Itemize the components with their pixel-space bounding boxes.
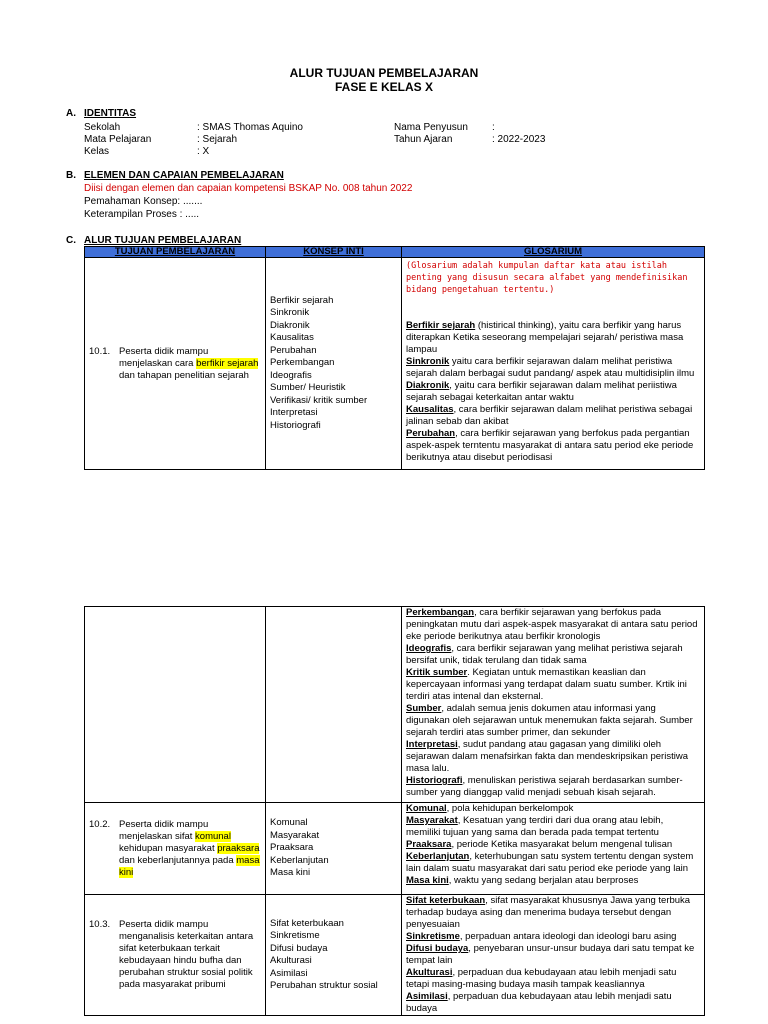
section-c-number: C.: [66, 235, 76, 246]
table-row: [85, 803, 705, 895]
highlighted-term: berfikir sejarah: [196, 357, 259, 369]
concept-understanding: Pemahaman Konsep: .......: [84, 196, 203, 207]
learning-objective-cell: [85, 607, 266, 803]
concept-item: Sinkretisme: [270, 930, 320, 941]
glossary-definition: , cara berfikir sejarawan yang berfokus pada pergantian aspek-aspek terntentu masyarakat di antara satu period eke periode berikutnya atau disebut periodisasi: [406, 428, 694, 463]
objective-text: Peserta didik mampu menganalisis keterkaitan antara sifat keterbukaan terkait kebudayaan hindu bufha dan perubahan struktur sosial politik pada masyarakat pribumi: [119, 919, 254, 990]
glossary-term: Sifat keterbukaan: [406, 895, 486, 906]
glossary-entry: [406, 667, 700, 703]
concept-item: Asimilasi: [270, 967, 308, 979]
glossary-cell: [402, 803, 705, 895]
identity-key-class: Kelas: [84, 146, 110, 157]
glossary-definition: yaitu cara berfikir sejarawan dalam melihat peristiwa sejarah dalam berbagai sudut pandang/ aspek atau multidisiplin ilmu: [406, 356, 695, 379]
glossary-term: Ideografis: [406, 643, 452, 654]
identity-key-year: Tahun Ajaran: [394, 134, 453, 145]
glossary-entry: [406, 803, 700, 815]
concept-item: Komunal: [270, 817, 308, 829]
objective-text: [119, 346, 261, 382]
header-learning-objective: TUJUAN PEMBELAJARAN: [85, 247, 266, 258]
highlighted-term: masa kini: [119, 854, 260, 878]
concept-item: Perubahan: [270, 344, 317, 356]
concept-item: Akulturasi: [270, 955, 312, 966]
glossary-entry: [406, 967, 700, 991]
section-a-number: A.: [66, 108, 76, 119]
learning-objective: [89, 819, 261, 879]
table-row: [85, 895, 705, 1016]
concept-item: Ideografis: [270, 369, 312, 381]
identity-value-class: : X: [197, 146, 210, 157]
core-concept-cell: [266, 607, 402, 803]
glossary-term: Berfikir sejarah: [406, 320, 476, 331]
glossary-definition: , keterhubungan satu system tertentu dengan system lain dalam suatu masyarakat dari satu period eke periode yang lain: [406, 851, 694, 874]
glossary-term: Kausalitas: [406, 404, 454, 415]
concept-item: Masyarakat: [270, 829, 320, 841]
glossary-definition: , penyebaran unsur-unsur budaya dari satu tempat ke tempat lain: [406, 943, 695, 966]
concept-item: Praaksara: [270, 842, 314, 854]
glossary-cell: [402, 258, 705, 470]
concept-item: Perkembangan: [270, 357, 335, 369]
section-a-heading: [66, 108, 136, 119]
identity-key-subject: Mata Pelajaran: [84, 134, 152, 145]
section-c-title: ALUR TUJUAN PEMBELAJARAN: [84, 235, 242, 246]
glossary-definition: , perpaduan dua kebudayaan atau lebih menjadi satu budaya: [406, 991, 672, 1014]
glossary-entry: [406, 404, 700, 428]
glossary-term: Sumber: [406, 703, 442, 714]
glossary-definition: , waktu yang sedang berjalan atau berproses: [448, 875, 639, 886]
glossary-definition: , yaitu cara berfikir sejarawan dalam melihat periistiwa sejarah sebagai keterkaitan antar waktu: [406, 380, 677, 403]
glossary-entry: [406, 839, 700, 851]
document-subtitle: FASE E KELAS X: [334, 80, 434, 94]
glossary-entry: [406, 643, 700, 667]
section-c-heading: [66, 235, 241, 246]
concept-item: Verifikasi/ kritik sumber: [270, 394, 368, 406]
core-concept-list: [266, 895, 402, 1016]
identity-key-school: Sekolah: [84, 122, 121, 133]
glossary-definition: , sifat masyarakat khususnya Jawa yang terbuka terhadap budaya asing dan menerima budaya tersebut dengan penyesuaian: [406, 895, 691, 930]
section-b-note: Diisi dengan elemen dan capaian kompetensi BSKAP No. 008 tahun 2022: [84, 183, 413, 194]
glossary-definition: . Kegiatan untuk memastikan keaslian dan kepercayaan informasi yang terdapat dalam suatu sumber. Krtik ini terdiri atas intenal dan eksternal.: [406, 667, 687, 702]
identity-value-author: :: [492, 122, 495, 133]
header-glossary: GLOSARIUM: [402, 247, 705, 258]
glossary-definition: , menuliskan peristiwa sejarah berdasarkan sumber-sumber yang dianggap valid menjadi sebuah kisah sejarah.: [406, 775, 683, 798]
concept-item: Interpretasi: [270, 407, 318, 419]
glossary-entry: [406, 943, 700, 967]
concept-item: Keberlanjutan: [270, 854, 329, 866]
concept-item: Difusi budaya: [270, 942, 328, 954]
core-concept-list: [266, 258, 402, 470]
concept-item: Kausalitas: [270, 332, 314, 344]
identity-value-subject: : Sejarah: [197, 134, 238, 145]
glossary-definition: , pola kehidupan berkelompok: [446, 803, 574, 814]
core-concept-list: [266, 803, 402, 895]
objective-number: 10.3.: [89, 919, 111, 930]
objective-number: 10.1.: [89, 345, 111, 357]
objective-text-part: dan keberlanjutannya pada: [119, 854, 237, 866]
glossary-cell: [402, 895, 705, 1016]
glossary-term: Difusi budaya: [406, 943, 469, 954]
concept-item: Diakronik: [270, 319, 310, 331]
glossary-entry: [406, 703, 700, 739]
glossary-entry: [406, 320, 700, 356]
learning-objective: [89, 346, 261, 382]
section-b-heading: [66, 170, 284, 181]
document-title: ALUR TUJUAN PEMBELAJARAN: [289, 66, 479, 80]
objective-text: [119, 819, 261, 879]
glossary-entry: [406, 380, 700, 404]
glossary-entry: [406, 775, 700, 799]
glossary-entry: [406, 875, 700, 887]
glossary-term: Perkembangan: [406, 607, 475, 618]
glossary-entry: [406, 991, 700, 1015]
glossary-cell: [402, 607, 705, 803]
highlighted-term: praaksara: [217, 842, 260, 854]
header-core-concept: KONSEP INTI: [266, 247, 402, 258]
learning-path-table-continued: [84, 606, 705, 1016]
learning-path-table: [84, 246, 705, 470]
learning-objective-cell: [85, 895, 266, 1016]
learning-objective-cell: [85, 258, 266, 470]
glossary-term: Akulturasi: [406, 967, 453, 978]
concept-item: Perubahan struktur sosial: [270, 980, 378, 991]
glossary-entry: [406, 895, 700, 931]
glossary-term: Perubahan: [406, 428, 456, 439]
concept-item: Sinkronik: [270, 307, 310, 319]
glossary-entry: [406, 931, 700, 943]
section-a-title: IDENTITAS: [84, 108, 137, 119]
section-b-number: B.: [66, 170, 76, 181]
process-skills: Keterampilan Proses : .....: [84, 209, 200, 220]
concept-item: Berfikir sejarah: [270, 294, 334, 306]
glossary-definition: , cara berfikir sejarawan yang melihat peristiwa sejarah bersifat unik, tidak terulang dan tidak sama: [406, 643, 683, 666]
glossary-term: Diakronik: [406, 380, 450, 391]
glossary-entry: [406, 739, 700, 775]
glossary-entry: [406, 851, 700, 875]
concept-item: Sumber/ Heuristik: [270, 382, 346, 394]
glossary-term: Sinkronik: [406, 356, 450, 367]
glossary-definition: , sudut pandang atau gagasan yang dimiliki oleh sejarawan dalam menafsirkan fakta dan mendeskripsikan peristiwa masa lalu.: [406, 739, 688, 774]
glossary-term: Masyarakat: [406, 815, 458, 826]
glossary-term: Asimilasi: [406, 991, 448, 1002]
glossary-definition: , periode Ketika masyarakat belum mengenal tulisan: [451, 839, 673, 850]
glossary-definition: , perpaduan antara ideologi dan ideologi baru asing: [459, 931, 677, 942]
glossary-term: Sinkretisme: [406, 931, 460, 942]
glossary-term: Praaksara: [406, 839, 452, 850]
glossary-entry: [406, 607, 700, 643]
glossary-entry: [406, 815, 700, 839]
glossary-term: Komunal: [406, 803, 447, 814]
glossary-term: Masa kini: [406, 875, 449, 886]
glossary-note: (Glosarium adalah kumpulan daftar kata atau istilah penting yang disusun secara alfabet yang mendefinisikan bidang pengetahuan tertentu.): [406, 261, 688, 295]
table-row: [85, 258, 705, 470]
objective-text-part: Peserta didik mampu menjelaskan sifat: [119, 818, 209, 842]
table-row: [85, 607, 705, 803]
glossary-definition: , cara berfikir sejarawan dalam melihat peristiwa sebagai jalinan sebab dan akibat: [406, 404, 693, 427]
concept-item: Masa kini: [270, 867, 311, 879]
glossary-term: Historiografi: [406, 775, 463, 786]
learning-objective: [89, 919, 261, 991]
identity-value-school: : SMAS Thomas Aquino: [197, 122, 303, 133]
glossary-term: Keberlanjutan: [406, 851, 470, 862]
glossary-definition: (histirical thinking), yaitu cara berfikir yang harus diterapkan Ketika seseorang mempelajari sejarah/ peristiwa masa lampau: [406, 320, 684, 355]
objective-number: 10.2.: [89, 818, 111, 830]
section-b-title: ELEMEN DAN CAPAIAN PEMBELAJARAN: [84, 170, 284, 181]
glossary-definition: , adalah semua jenis dokumen atau informasi yang digunakan oleh sejarawan untuk menemukan fakta sejarah. Sumber sejarah terdiri atas sumber primer, dan sekunder: [406, 703, 693, 738]
glossary-definition: , cara berfikir sejarawan yang berfokus pada peningkatan mutu dari aspek-aspek masyarakat di antara satu period eke periode berikutnya atau berfikir kronologis: [406, 607, 698, 642]
glossary-term: Interpretasi: [406, 739, 458, 750]
concept-item: Sifat keterbukaan: [270, 917, 344, 929]
concept-item: Historiografi: [270, 419, 321, 431]
identity-key-author: Nama Penyusun: [394, 122, 468, 133]
glossary-definition: , perpaduan dua kebudayaan atau lebih menjadi satu tetapi masing-masing budaya masih tampak keasliannya: [406, 967, 677, 990]
objective-text-part: Peserta didik mampu menjelaskan cara: [119, 345, 209, 369]
objective-text-part: kehidupan masyarakat: [119, 842, 218, 854]
glossary-definition: , Kesatuan yang terdiri dari dua orang atau lebih, memiliki tujuan yang sama dan berada pada tempat tertentu: [406, 815, 664, 838]
identity-value-year: : 2022-2023: [492, 134, 546, 145]
objective-text-part: dan tahapan penelitian sejarah: [119, 369, 249, 381]
glossary-term: Kritik sumber: [406, 667, 468, 678]
glossary-entry: [406, 356, 700, 380]
highlighted-term: komunal: [195, 830, 231, 842]
learning-objective-cell: [85, 803, 266, 895]
glossary-entry: [406, 428, 700, 464]
